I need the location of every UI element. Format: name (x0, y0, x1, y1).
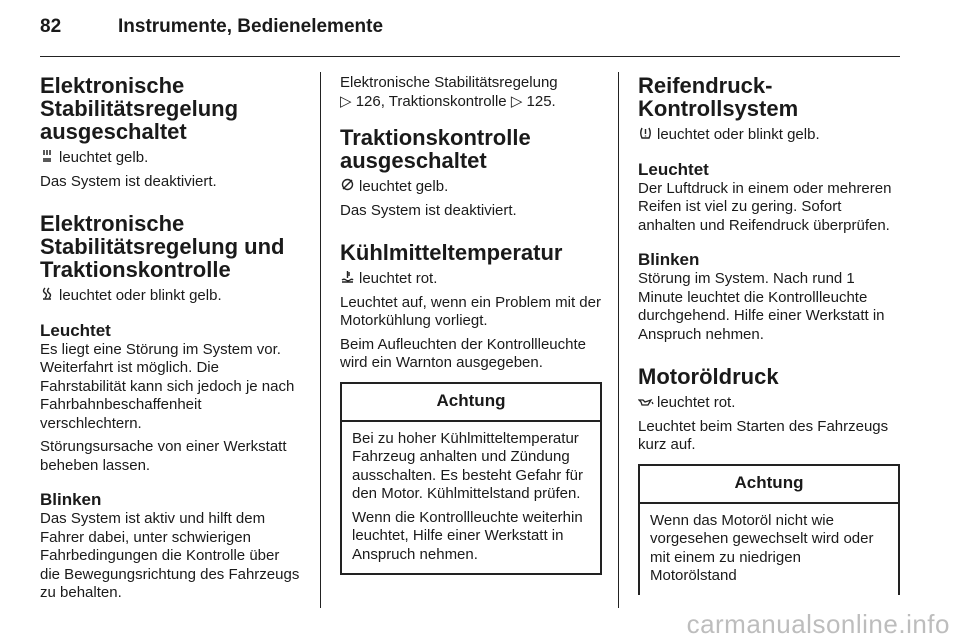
esp-tc-status: leuchtet oder blinkt gelb. (40, 287, 302, 306)
subheading-lit: Leuchtet (40, 320, 111, 340)
section-heading-tc-off: Traktionskontrolle ausgeschaltet (340, 125, 531, 173)
watermark: carmanualsonline.info (686, 609, 950, 639)
reference-arrow-icon: ▷ (510, 92, 523, 110)
page-header (40, 16, 383, 38)
chapter-title: Instrumente, Bedienelemente (118, 16, 384, 37)
subheading-lit: Leuchtet (638, 159, 709, 179)
esp-off-description: Das System ist deaktiviert. (40, 172, 217, 190)
tpms-status: leuchtet oder blinkt gelb. (638, 126, 900, 145)
tpms-lit-text: Der Luftdruck in einem oder mehreren Reifen ist viel zu gering. Sofort anhalten und Reifendruck überprüfen. (638, 179, 892, 234)
coolant-temperature-icon (340, 270, 354, 289)
warning-box-oil (638, 464, 900, 595)
traction-off-icon (340, 178, 354, 197)
section-heading-esp-off: Elektronische Stabilitätsregelung ausgeschaltet (40, 73, 239, 144)
oil-pressure-icon (638, 394, 652, 413)
column-3 (638, 74, 900, 595)
tc-off-status: leuchtet gelb. (340, 178, 602, 197)
coolant-text-1: Leuchtet auf, wenn ein Problem mit der Motorkühlung vorliegt. (340, 293, 601, 329)
esp-tc-blink-text: Das System ist aktiv und hilft dem Fahrer dabei, unter schwierigen Fahrbedingungen die Kontrolle über die Bewegungsrichtung des Fahrzeugs zu behalten. (40, 510, 300, 601)
tpms-blink-text: Störung im System. Nach rund 1 Minute leuchtet die Kontrollleuchte durchgehend. Hilfe einer Werkstatt in Anspruch nehmen. (638, 270, 885, 343)
subheading-blink: Blinken (638, 250, 700, 269)
warning-title: Achtung (640, 466, 898, 504)
cross-reference: Elektronische Stabilitätsregelung ▷ 126, Traktionskontrolle ▷ 125. (340, 74, 558, 110)
warning-text-2: Wenn die Kontrollleuchte weiterhin leuchtet, Hilfe einer Werkstatt in Anspruch nehmen. (352, 508, 583, 563)
tc-off-description: Das System ist deaktiviert. (340, 201, 517, 219)
coolant-text-2: Beim Aufleuchten der Kontrollleuchte wird ein Warnton ausgegeben. (340, 335, 586, 371)
oil-status: leuchtet rot. (638, 394, 900, 413)
warning-text-1: Wenn das Motoröl nicht wie vorgesehen gewechselt wird oder mit einem zu niedrigen Motorölstand (650, 511, 874, 584)
section-heading-esp-tc: Elektronische Stabilitätsregelung und Traktionskontrolle (40, 211, 285, 282)
tire-pressure-icon (638, 126, 652, 145)
coolant-status: leuchtet rot. (340, 270, 602, 289)
oil-text-1: Leuchtet beim Starten des Fahrzeugs kurz auf. (638, 417, 889, 453)
warning-box-coolant (340, 382, 602, 576)
esp-traction-icon (40, 287, 54, 306)
subheading-blink: Blinken (40, 490, 102, 509)
column-1 (40, 74, 302, 608)
section-heading-oil: Motoröldruck (638, 364, 779, 389)
esp-off-icon (40, 149, 54, 168)
header-rule (40, 56, 900, 57)
warning-text-1: Bei zu hoher Kühlmitteltemperatur Fahrzeug anhalten und Zündung ausschalten. Es besteht Gefahr für den Motor. Kühlmittelstand prüfen. (352, 429, 583, 502)
page-number: 82 (40, 16, 62, 37)
column-divider-2 (618, 72, 619, 608)
warning-title: Achtung (342, 384, 600, 422)
esp-tc-lit-text-1: Es liegt eine Störung im System vor. Weiterfahrt ist möglich. Die Fahrstabilität kann sich jedoch je nach Fahrbahnbeschaffenheit verschlechtern. (40, 340, 295, 432)
esp-tc-lit-text-2: Störungsursache von einer Werkstatt beheben lassen. (40, 438, 287, 474)
column-divider-1 (320, 72, 321, 608)
esp-off-status: leuchtet gelb. (40, 149, 302, 168)
section-heading-coolant: Kühlmitteltemperatur (340, 240, 563, 265)
reference-arrow-icon: ▷ (340, 92, 352, 110)
section-heading-tpms: Reifendruck-Kontrollsystem (638, 73, 799, 121)
column-2 (340, 74, 602, 575)
